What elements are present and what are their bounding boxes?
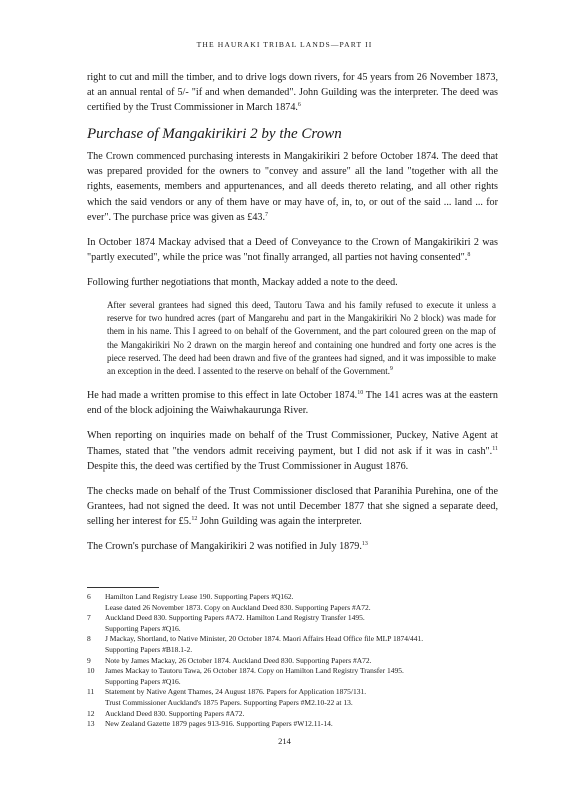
footnote — [87, 634, 498, 655]
footnote-divider — [87, 587, 159, 588]
footnote-ref[interactable]: 6 — [297, 102, 301, 109]
quote-text: After several grantees had signed this deed, Tautoru Tawa and his family refused to execute it unless a reserve for two hundred acres (part of Mangarehu and part in the Mangakirikiri No 2 block) was made for them in his name. This I agreed to on behalf of the Government, and the part coloured green on the map of the Mangakirikiri No 2 drawn on the margin hereof and containing one hundred and forty one acres is the piece reserved. The deed had been drawn and five of the grantees had signed, and it was impossible to make an exception in the deed. I assented to the reserve on behalf of the Government. — [107, 300, 496, 377]
paragraph-text: In October 1874 Mackay advised that a Deed of Conveyance to the Crown of Mangakirikiri 2 was "partly executed", while the price was "not finally arranged, all parties not having consented". — [87, 236, 498, 263]
paragraph-4 — [87, 388, 498, 418]
paragraph-text: The Crown's purchase of Mangakirikiri 2 was notified in July 1879. — [87, 541, 362, 552]
paragraph-1 — [87, 149, 498, 224]
footnote-line: J Mackay, Shortland, to Native Minister, 20 October 1874. Maori Affairs Head Office file MLP 1874/441. — [105, 634, 424, 644]
footnote-ref[interactable]: 13 — [361, 541, 368, 547]
footnote-number: 13 — [87, 719, 95, 729]
footnote-ref[interactable]: 10 — [357, 390, 364, 397]
footnote-line: Supporting Papers #B18.1-2. — [105, 644, 193, 654]
footnote-ref[interactable]: 7 — [264, 211, 268, 218]
footnote — [87, 687, 498, 708]
footnote-line: Lease dated 26 November 1873. Copy on Auckland Deed 830. Supporting Papers #A72. — [105, 602, 371, 612]
footnote-line: New Zealand Gazette 1879 pages 913-916. Supporting Papers #W12.11-14. — [105, 719, 333, 729]
footnote — [87, 719, 498, 730]
footnote-line: James Mackay to Tautoru Tawa, 26 October 1874. Copy on Hamilton Land Registry Transfer 1495. — [105, 666, 404, 676]
footnote-line: Hamilton Land Registry Lease 190. Supporting Papers #Q162. — [105, 592, 294, 601]
intro-text: right to cut and mill the timber, and to drive logs down rivers, for 45 years from 26 November 1873, at an annual rental of 5/- "if and when demanded". John Guilding was the interpreter. The deed was certified by the Trust Commissioner in March 1874. — [87, 72, 498, 114]
footnote-text — [105, 687, 498, 708]
footnote-line: Supporting Papers #Q16. — [105, 676, 181, 686]
footnote — [87, 709, 498, 720]
paragraph-5 — [87, 428, 498, 473]
body-text — [87, 70, 498, 564]
footnote-line: Note by James Mackay, 26 October 1874. Auckland Deed 830. Supporting Papers #A72. — [105, 655, 372, 665]
footnote-line: Trust Commissioner Auckland's 1875 Papers. Supporting Papers #M2.10-22 at 13. — [105, 697, 353, 707]
footnote-text — [105, 719, 498, 730]
footnote-number: 9 — [87, 655, 91, 665]
page-number: 214 — [278, 736, 291, 746]
footnote-ref[interactable]: 12 — [191, 515, 198, 522]
paragraph-7 — [87, 539, 498, 554]
footnote — [87, 592, 498, 613]
paragraph-text: The Crown commenced purchasing interests in Mangakirikiri 2 before October 1874. The deed that was prepared provided for the owners to "convey and assure" all the land "together with all the rights, easements, members and appurtenances, and all deeds thereto relating, and all other rights which the said vendors or any of them have or may have of, in, to, or out of the said ... land ... for ever". The purchase price was given as £43. — [87, 151, 498, 223]
paragraph-6 — [87, 484, 498, 529]
paragraph-text: Despite this, the deed was certified by the Trust Commissioner in August 1876. — [87, 460, 409, 472]
footnote-number: 10 — [87, 666, 95, 676]
footnote-text — [105, 656, 498, 667]
footnote-text — [105, 666, 498, 687]
footnote-number: 11 — [87, 687, 95, 697]
paragraph-3 — [87, 275, 498, 290]
footnote — [87, 666, 498, 687]
footnote-number: 6 — [87, 592, 91, 601]
footnote-line: Auckland Deed 830. Supporting Papers #A72. — [105, 708, 245, 718]
footnote-text — [105, 592, 498, 613]
footnote-text — [105, 634, 498, 655]
paragraph-2 — [87, 235, 498, 265]
footnote-ref[interactable]: 9 — [389, 366, 393, 373]
intro-paragraph — [87, 70, 498, 115]
section-heading: Purchase of Mangakirikiri 2 by the Crown — [87, 126, 342, 143]
paragraph-text: When reporting on inquiries made on behalf of the Trust Commissioner, Puckey, Native Agent at Thames, stated that "the vendors admit receiving payment, but I did not ask if it was in cash". — [87, 430, 498, 457]
footnote-line: Auckland Deed 830. Supporting Papers #A72. Hamilton Land Registry Transfer 1495. — [105, 613, 365, 623]
footnote-ref[interactable]: 8 — [467, 251, 471, 258]
paragraph-text: Following further negotiations that month, Mackay added a note to the deed. — [87, 276, 398, 288]
footnote-number: 8 — [87, 634, 91, 644]
running-head: THE HAURAKI TRIBAL LANDS—PART II — [196, 40, 373, 49]
footnote-number: 12 — [87, 708, 95, 718]
footnote-number: 7 — [87, 613, 91, 623]
footnote — [87, 656, 498, 667]
footnotes — [87, 592, 498, 730]
footnote-text — [105, 613, 498, 634]
footnote-line: Statement by Native Agent Thames, 24 August 1876. Papers for Application 1875/131. — [105, 687, 367, 697]
block-quote — [107, 299, 496, 378]
footnote-text — [105, 709, 498, 720]
paragraph-text: The checks made on behalf of the Trust Commissioner disclosed that Paranihia Purehina, one of the Grantees, had not signed the deed. It was not until December 1877 that she signed a separate deed, selling her interest for £5. — [87, 485, 498, 527]
paragraph-text: He had made a written promise to this effect in late October 1874. — [87, 390, 358, 402]
footnote — [87, 613, 498, 634]
paragraph-text: The 141 acres was at the eastern end of the block adjoining the Waiwhakaurunga River. — [87, 390, 498, 417]
paragraph-text: John Guilding was again the interpreter. — [197, 515, 362, 527]
footnote-line: Supporting Papers #Q16. — [105, 623, 181, 633]
footnote-ref[interactable]: 11 — [492, 445, 498, 452]
